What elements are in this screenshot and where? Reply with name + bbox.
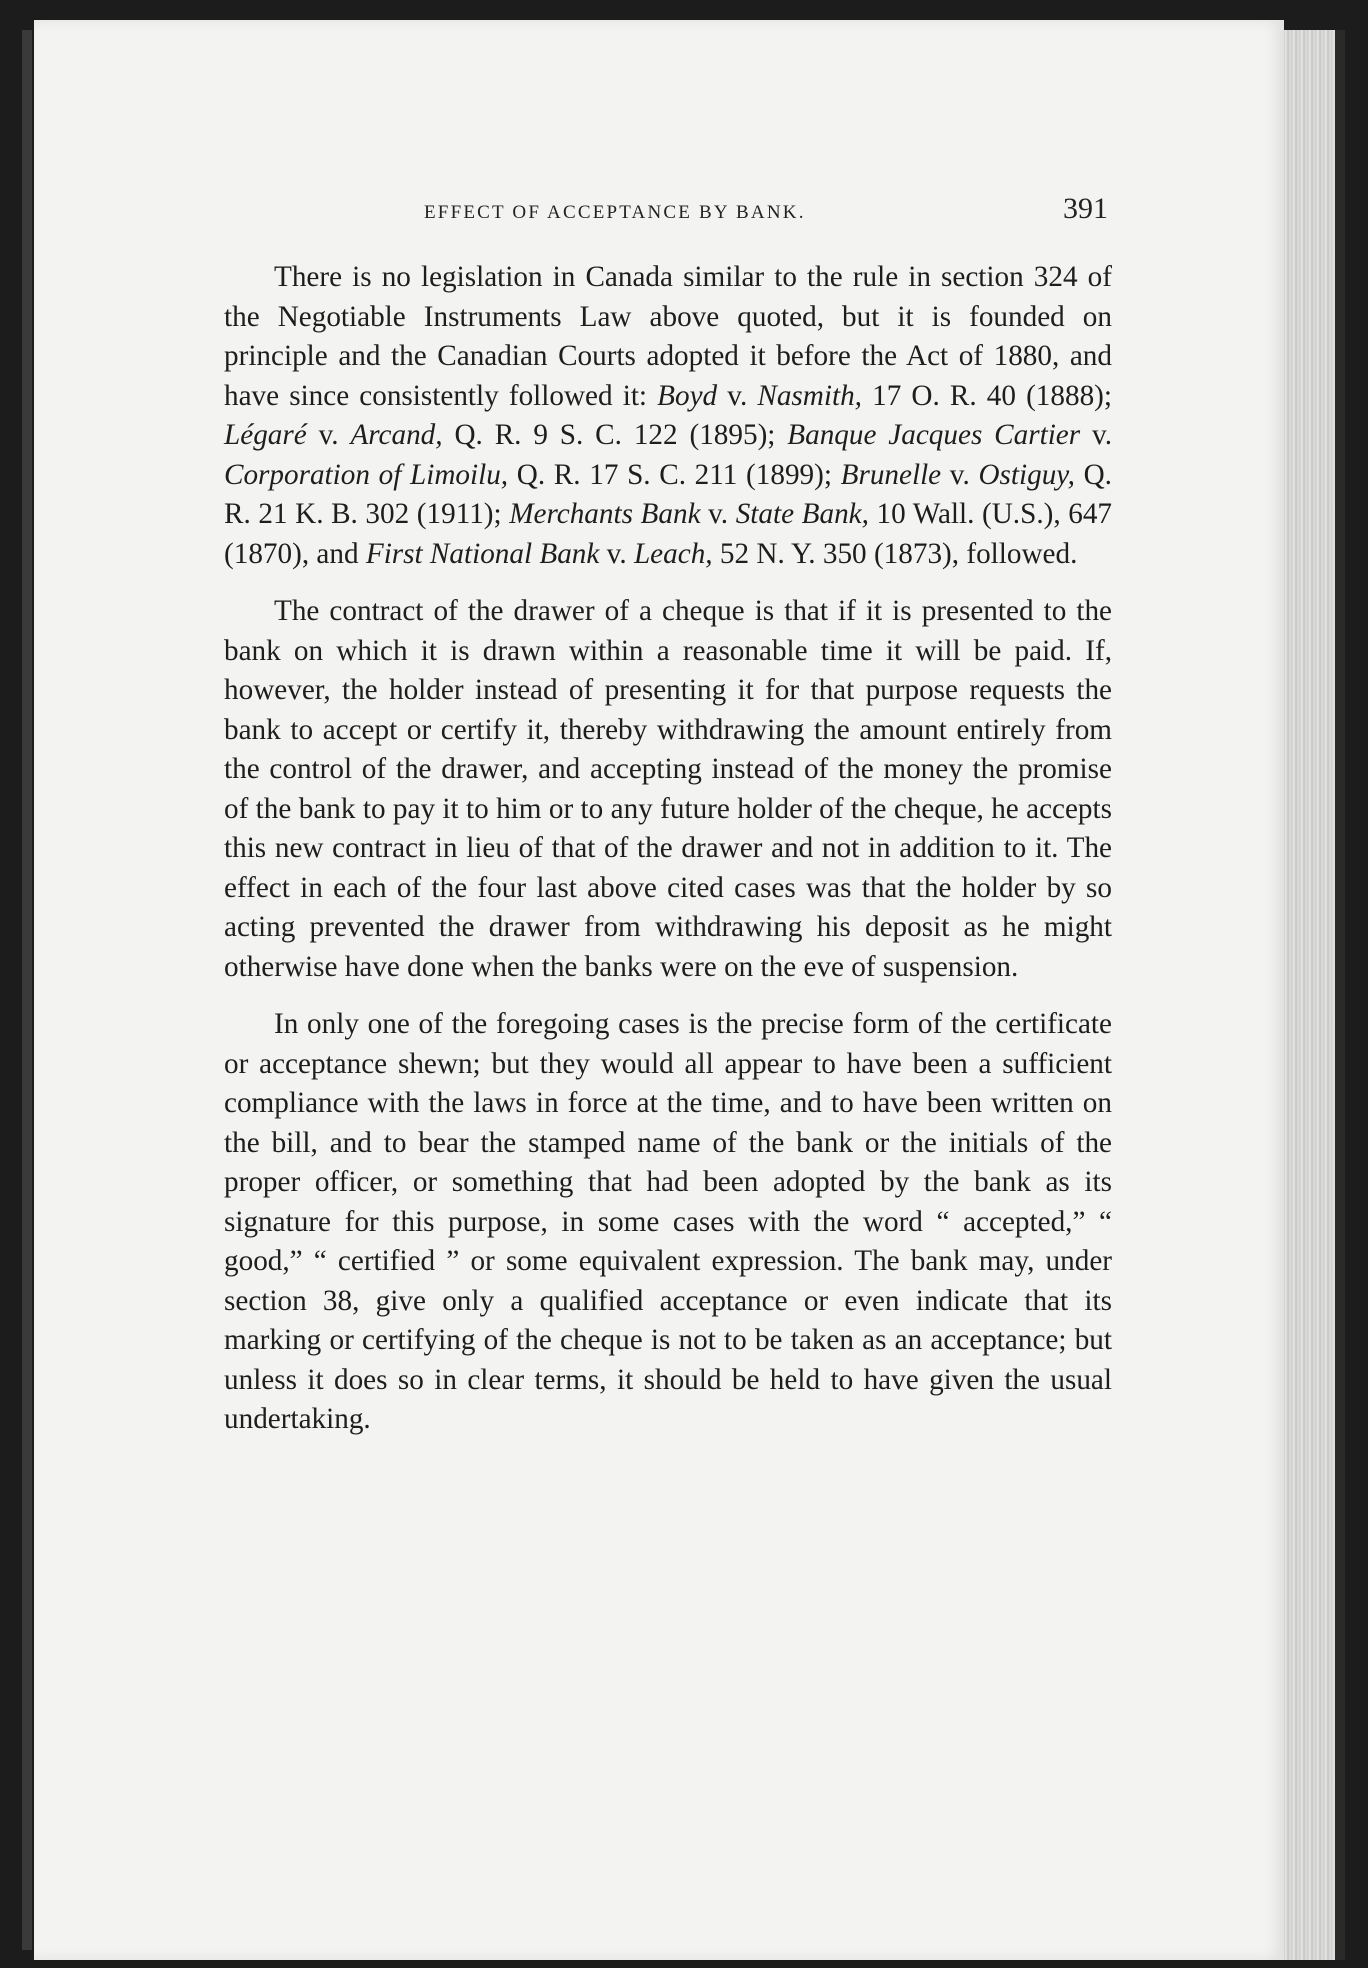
text-run: v. — [599, 537, 634, 570]
case-name: Banque Jacques Cartier — [787, 419, 1081, 451]
paragraph — [224, 258, 1112, 574]
case-name: Légaré — [224, 419, 307, 451]
text-run: 10 Wall. (U.S.), 647 (1870), and — [224, 498, 1113, 570]
text-run: v. — [700, 498, 736, 530]
case-name: Ostiguy, — [978, 458, 1075, 491]
book-spine-shadow — [22, 30, 32, 1950]
case-name: Brunelle — [840, 458, 942, 491]
case-name: Boyd — [657, 379, 718, 412]
text-run: v. — [717, 379, 758, 412]
case-name: Corporation of Limoilu, — [224, 458, 509, 491]
body-text — [224, 258, 1112, 1458]
text-run: There is no legislation in Canada similar to the rule in section 324 of the Negotiable Instruments Law above quoted, but it is founded on principle and the Canadian Courts adopted it before the Act of 1880, and have since consistently followed it: — [224, 261, 1112, 412]
text-run: Q. R. 17 S. C. 211 (1899); — [508, 458, 841, 491]
running-head — [228, 192, 1108, 236]
text-run: v. — [941, 458, 979, 491]
case-name: Leach, — [633, 537, 713, 570]
case-name: First National Bank — [365, 537, 600, 570]
text-run: In only one of the foregoing cases is the precise form of the certificate or acceptance shewn; but they would all appear to have been a sufficient compliance with the laws in force at the time, and to have been written on the bill, and to bear the stamped name of the bank or the initials of the proper officer, or something that had been adopted by the bank as its signature for this purpose, in some cases with the word “ accepted,” “ good,” “ certified ” or some equivalent expression. The bank may, under section 38, give only a qualified acceptance or even indicate that its marking or certifying of the cheque is not to be taken as an acceptance; but unless it does so in clear terms, it should be held to have given the usual undertaking. — [224, 1008, 1112, 1435]
text-run: v. — [1080, 419, 1112, 451]
text-run: 17 O. R. 40 (1888); — [861, 379, 1112, 412]
paragraph — [224, 1005, 1112, 1440]
page-number: 391 — [1063, 192, 1108, 225]
text-run: v. — [306, 419, 351, 451]
text-run: 52 N. Y. 350 (1873), followed. — [712, 537, 1078, 570]
running-title: EFFECT OF ACCEPTANCE BY BANK. — [424, 202, 806, 223]
text-run: Q. R. 9 S. C. 122 (1895); — [442, 419, 788, 451]
case-name: Nasmith, — [757, 379, 862, 412]
case-name: Arcand, — [350, 419, 443, 451]
paragraph — [224, 592, 1112, 987]
case-name: State Bank, — [735, 498, 869, 530]
text-run: The contract of the drawer of a cheque is that if it is presented to the bank on which it is drawn within a reasonable time it will be paid. If, however, the holder instead of presenting it for that purpose requests the bank to accept or certify it, thereby withdrawing the amount entirely from the control of the drawer, and accepting instead of the money the promise of the bank to pay it to him or to any future holder of the cheque, he accepts this new contract in lieu of that of the drawer and not in addition to it. The effect in each of the four last above cited cases was that the holder by so acting prevented the drawer from withdrawing his deposit as he might otherwise have done when the banks were on the eve of suspension. — [224, 595, 1112, 983]
case-name: Merchants Bank — [509, 498, 701, 530]
text-run: Q. R. 21 K. B. 302 (1911); — [224, 458, 1112, 530]
